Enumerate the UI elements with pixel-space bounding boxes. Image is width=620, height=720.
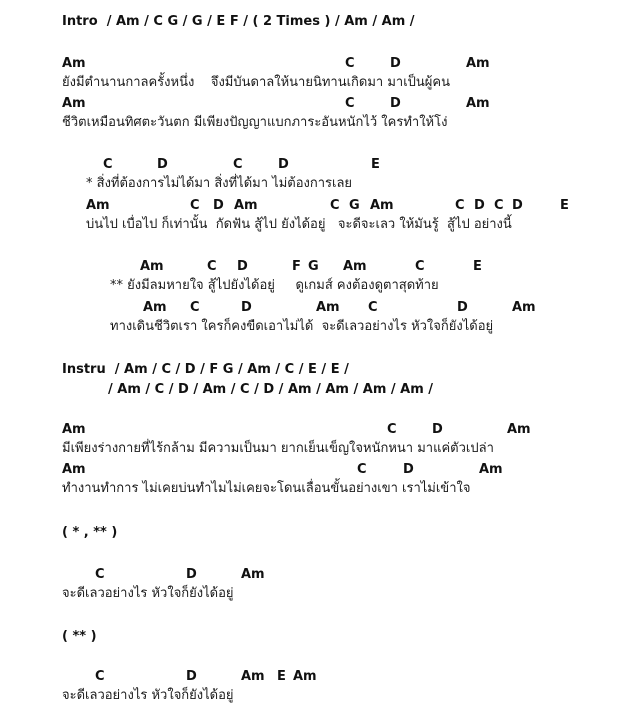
chord: C bbox=[103, 157, 113, 172]
chorus2-line2-lyric: ทางเดินชีวิตเรา ใครก็คงขืดเอาไม่ได้ จะดีเลวอย่างไร หัวใจก็ยังได้อยู่ bbox=[110, 319, 494, 334]
chord: Am bbox=[62, 422, 86, 437]
chord: Am bbox=[466, 56, 490, 71]
chord: D bbox=[390, 56, 401, 71]
chord: Am bbox=[86, 198, 110, 213]
chord: C bbox=[330, 198, 340, 213]
chord: D bbox=[157, 157, 168, 172]
chord: Am bbox=[241, 669, 265, 684]
chord: C bbox=[190, 300, 200, 315]
intro-line bbox=[62, 14, 415, 30]
verse1-line1-lyric: ยังมีตำนานกาลครั้งหนึ่ง จึงมีบันดาลให้นายนิทานเกิดมา มาเป็นผู้คน bbox=[62, 75, 451, 90]
chord: D bbox=[512, 198, 523, 213]
repeat-marker-2: ( ** ) bbox=[62, 629, 97, 644]
chord: C bbox=[207, 259, 217, 274]
chord: G bbox=[308, 259, 319, 274]
outro1-lyric: จะดีเลวอย่างไร หัวใจก็ยังได้อยู่ bbox=[62, 586, 234, 601]
chord: Am bbox=[479, 462, 503, 477]
chord: C bbox=[415, 259, 425, 274]
chord: C bbox=[368, 300, 378, 315]
chord: E bbox=[473, 259, 482, 274]
chord: D bbox=[278, 157, 289, 172]
chorus2-line1-lyric: ** ยังมีลมหายใจ สู้ไปยังได้อยู่ ดูเกมส์ คงต้องดูตาสุดท้าย bbox=[110, 278, 439, 293]
chord: D bbox=[241, 300, 252, 315]
chord: C bbox=[95, 567, 105, 582]
intro-progression: / Am / C G / G / E F / ( 2 Times ) / Am / Am / bbox=[106, 14, 415, 29]
chord: Am bbox=[370, 198, 394, 213]
chord: D bbox=[186, 567, 197, 582]
instru-progression-1: / Am / C / D / F G / Am / C / E / E / bbox=[114, 362, 349, 377]
chord: C bbox=[345, 96, 355, 111]
chord: Am bbox=[62, 462, 86, 477]
chord: E bbox=[277, 669, 286, 684]
chord: Am bbox=[512, 300, 536, 315]
chord: D bbox=[237, 259, 248, 274]
chorus1-line2-lyric: บ่นไป เบื่อไป ก็เท่านั้น กัดฟัน สู้ไป ยังได้อยู่ จะดีจะเลว ให้มันรู้ สู้ไป อย่างนี้ bbox=[86, 217, 512, 232]
chord: D bbox=[390, 96, 401, 111]
chord: C bbox=[357, 462, 367, 477]
repeat-marker-1: ( * , ** ) bbox=[62, 525, 118, 540]
chord: C bbox=[95, 669, 105, 684]
intro-label: Intro bbox=[62, 14, 98, 29]
outro2-lyric: จะดีเลวอย่างไร หัวใจก็ยังได้อยู่ bbox=[62, 688, 234, 703]
chord: Am bbox=[140, 259, 164, 274]
chord: C bbox=[494, 198, 504, 213]
chord: C bbox=[345, 56, 355, 71]
chord: Am bbox=[507, 422, 531, 437]
instru-line2 bbox=[108, 382, 433, 398]
chord: G bbox=[349, 198, 360, 213]
chord: Am bbox=[143, 300, 167, 315]
chord: Am bbox=[62, 56, 86, 71]
instru-label: Instru bbox=[62, 362, 106, 377]
instru-progression-2: / Am / C / D / Am / C / D / Am / Am / Am / Am / bbox=[108, 382, 434, 397]
chord: Am bbox=[241, 567, 265, 582]
chord: Am bbox=[234, 198, 258, 213]
chord: F bbox=[292, 259, 301, 274]
chord: D bbox=[457, 300, 468, 315]
chord: D bbox=[213, 198, 224, 213]
verse2-line1-lyric: มีเพียงร่างกายที่ไร้กล้าม มีความเป็นมา ยากเย็นเข็ญใจหนักหนา มาแค่ตัวเปล่า bbox=[62, 441, 494, 456]
chord: Am bbox=[343, 259, 367, 274]
chord: C bbox=[190, 198, 200, 213]
chord: E bbox=[560, 198, 569, 213]
chord: C bbox=[387, 422, 397, 437]
chord: D bbox=[403, 462, 414, 477]
chord: Am bbox=[62, 96, 86, 111]
chord: C bbox=[233, 157, 243, 172]
chorus1-line1-lyric: * สิ่งที่ต้องการไม่ได้มา สิ่งที่ได้มา ไม่ต้องการเลย bbox=[86, 176, 353, 191]
chord: D bbox=[474, 198, 485, 213]
chord: D bbox=[186, 669, 197, 684]
verse2-line2-lyric: ทำงานทำการ ไม่เคยบ่นทำไมไม่เคยจะโดนเลื่อนขั้นอย่างเขา เราไม่เข้าใจ bbox=[62, 481, 471, 496]
verse1-line2-lyric: ชีวิตเหมือนทิศตะวันตก มีเพียงปัญญาแบกภาระอันหนักไว้ ใครทำให้โง่ bbox=[62, 115, 448, 130]
chord: Am bbox=[293, 669, 317, 684]
chord: C bbox=[455, 198, 465, 213]
chord: Am bbox=[466, 96, 490, 111]
chord: Am bbox=[316, 300, 340, 315]
instru-line1 bbox=[62, 362, 349, 378]
chord: E bbox=[371, 157, 380, 172]
chord: D bbox=[432, 422, 443, 437]
